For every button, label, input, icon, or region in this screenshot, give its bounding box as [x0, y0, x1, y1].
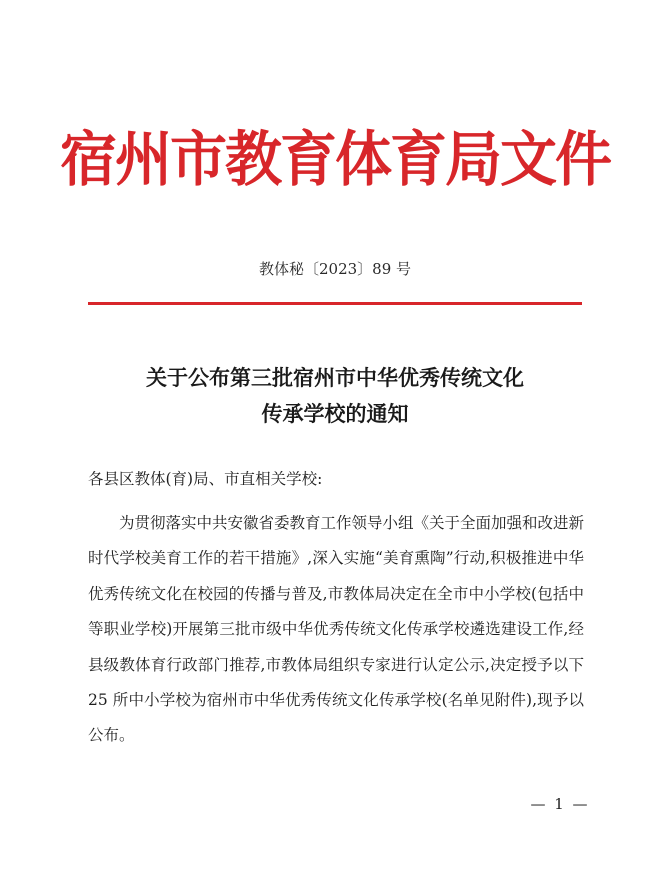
page-number: — 1 —	[530, 795, 590, 813]
body-paragraph: 为贯彻落实中共安徽省委教育工作领导小组《关于全面加强和改进新时代学校美育工作的若干措施》,深入实施“美育熏陶”行动,积极推进中华优秀传统文化在校园的传播与普及,市教体局决定在全市中小学校(包括中等职业学校)开展第三批市级中华优秀传统文化传承学校遴选建设工作,经县级教体育行政部门推荐,市教体局组织专家进行认定公示,决定授予以下 25 所中小学校为宿州市中华优秀传统文化传承学校(名单见附件),现予以公布。	[88, 514, 585, 745]
document-number: 教体秘〔2023〕89 号	[258, 260, 412, 278]
header-divider	[88, 302, 582, 305]
title-line-2: 传承学校的通知	[261, 402, 409, 426]
salutation: 各县区教体(育)局、市直相关学校:	[88, 470, 323, 488]
document-header: 宿州市教育体育局文件	[60, 125, 610, 195]
title-line-1: 关于公布第三批宿州市中华优秀传统文化	[146, 366, 524, 390]
document-title	[70, 360, 600, 432]
